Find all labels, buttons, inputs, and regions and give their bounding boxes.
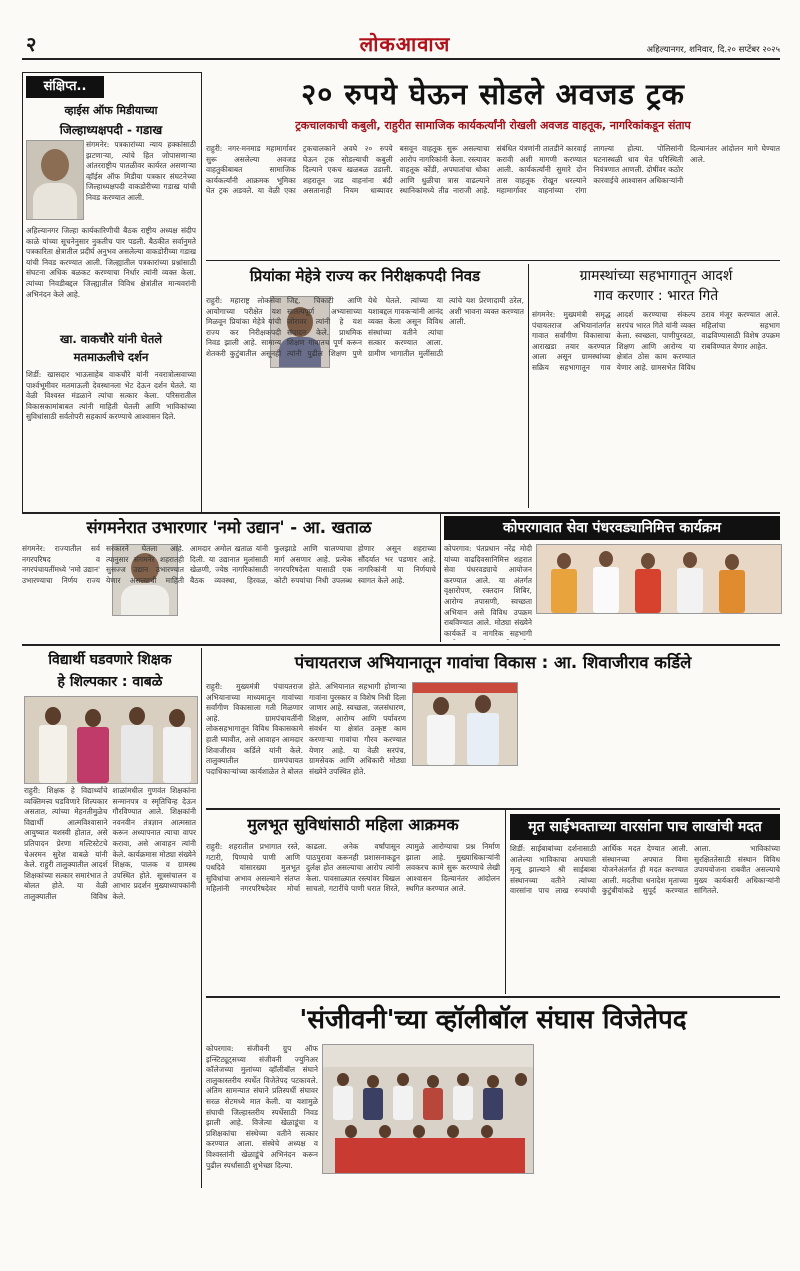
brief-1-headline-2: जिल्हाध्यक्षपदी - गडाख	[59, 123, 163, 137]
death-body: शिर्डी: साईबाबांच्या दर्शनासाठी आलेल्या भाविकाचा अपघाती मृत्यू झाल्याने श्री साईबाबा संस्थानच्या वतीने त्यांच्या वारसांना पाच लाख रुपयांची आर्थिक मदत देण्यात आली. संस्थानच्या अपघात विमा योजनेअंतर्गत ही मदत करण्यात आली. मदतीचा धनादेश मृताच्या कुटुंबीयांकडे सुपूर्द करण्यात आला. भाविकांच्या सुरक्षिततेसाठी संस्थान विविध उपाययोजना राबवीत असल्याचे मुख्य कार्यकारी अधिकाऱ्यांनी सांगितले.	[510, 844, 780, 896]
kopargaon-body-2	[536, 614, 780, 640]
kopargaon-body: कोपरगाव: पंतप्रधान नरेंद्र मोदी यांच्या वाढदिवसानिमित्त शहरात सेवा पंधरवड्याचे आयोजन करण्यात आले. या अंतर्गत वृक्षारोपण, रक्तदान शिबिर, आरोग्य तपासणी, स्वच्छता अभियान असे विविध उपक्रम राबविण्यात आले. मोठ्या संख्येने कार्यकर्ते व नागरिक सहभागी	[444, 544, 532, 638]
lead-headline: २० रुपये घेऊन सोडले अवजड ट्रक	[301, 77, 685, 111]
volleyball-body: कोपरगाव: संजीवनी ग्रुप ऑफ इन्स्टिट्यूट्सच्या संजीवनी ज्युनिअर कॉलेजच्या मुलांच्या व्हॉलीबॉल संघाने तालुकास्तरीय स्पर्धेत विजेतेपद पटकावले. अंतिम सामन्यात संघाने प्रतिस्पर्धी संघावर सरळ सेटमध्ये मात केली. या यशामुळे संघाची जिल्हास्तरीय स्पर्धेसाठी निवड झाली आहे. विजेत्या खेळाडूंचा व प्रशिक्षकांचा संस्थेच्या वतीने सत्कार करण्यात आला. संस्थेचे अध्यक्ष व विश्वस्तांनी खेळाडूंचे अभिनंदन करून पुढील स्पर्धांसाठी शुभेच्छा दिल्या.	[206, 1044, 318, 1170]
panchayat-photo	[412, 682, 518, 766]
teacher-photo	[24, 696, 198, 784]
priyanka-body: राहुरी: महाराष्ट्र लोकसेवा आयोगाच्या परीक्षेत यश मिळवून प्रियांका मेहेत्रे यांची राज्य कर निरीक्षकपदी निवड झाली आहे. सामान्य शेतकरी कुटुंबातील असूनही जिद्द, चिकाटी आणि सातत्यपूर्ण अभ्यासाच्या जोरावर त्यांनी हे यश संपादन केले. प्राथमिक शिक्षण गावातच पूर्ण करून त्यांनी पुढील शिक्षण पुणे येथे घेतले. त्यांच्या या यशाबद्दल गावकऱ्यांनी आनंद व्यक्त केला असून विविध संस्थांच्या वतीने त्यांचा सत्कार करण्यात आला. ग्रामीण भागातील मुलींसाठी त्यांचे यश प्रेरणादायी ठरेल, अशी भावना व्यक्त करण्यात आली.	[206, 296, 524, 358]
teacher-headline-1: विद्यार्थी घडवणारे शिक्षक	[48, 652, 172, 668]
rule-lead	[206, 260, 780, 261]
masthead-rule	[22, 58, 780, 60]
teacher-headline-2: हे शिल्पकार : वाबळे	[57, 674, 163, 690]
teacher-body: राहुरी: शिक्षक हे विद्यार्थ्यांचे व्यक्तिमत्त्व घडविणारे शिल्पकार असतात, त्यांच्या मेहनतीमुळेच विद्यार्थी आत्मविश्वासाने आयुष्यात यशस्वी होतात, असे प्रतिपादन प्रेरणा मल्टिस्टेटचे चेअरमन सुरेश वाबळे यांनी केले. राहुरी तालुक्यातील आदर्श शिक्षकांच्या सत्कार समारंभात ते बोलत होते. या वेळी तालुक्यातील विविध शाळांमधील गुणवंत शिक्षकांना सन्मानपत्र व स्मृतिचिन्ह देऊन गौरविण्यात आले. शिक्षकांनी नवनवीन तंत्रज्ञान आत्मसात करून अध्यापनात त्याचा वापर करावा, असे आवाहन त्यांनी केले. कार्यक्रमास मोठ्या संख्येने शिक्षक, पालक व ग्रामस्थ उपस्थित होते. सूत्रसंचालन व आभार प्रदर्शन मुख्याध्यापकांनी केले.	[24, 786, 196, 901]
brief-2-headline-1: खा. वाकचौरे यांनी घेतले	[59, 332, 163, 346]
gite-headline-2: गाव करणार : भारत गिते	[593, 288, 719, 304]
women-headline: मुलभूत सुविधांसाठी महिला आक्रमक	[247, 815, 459, 834]
brief-1-body-side: संगमनेर: पत्रकारांच्या न्याय हक्कांसाठी झटणाऱ्या, त्यांचे हित जोपासणाऱ्या आंतरराष्ट्रीय पातळीवर कार्यरत असणाऱ्या व्हॉईस ऑफ मिडीया पत्रकार संघटनेच्या जिल्हाध्यक्षपदी वाकडोरीच्या गडाख यांची निवड करण्यात आली.	[86, 140, 196, 202]
gite-body: संगमनेर: मुख्यमंत्री समृद्ध पंचायतराज अभियानांतर्गत गावात सर्वांगीण विकासाचा आराखडा तयार करण्यात आला असून ग्रामस्थांच्या सक्रिय सहभागातून गाव आदर्श करण्याचा संकल्प सरपंच भारत गिते यांनी व्यक्त केला. स्वच्छता, पाणीपुरवठा, शिक्षण आणि आरोग्य या क्षेत्रांत ठोस काम करण्यात येणार आहे. ग्रामसभेत विविध ठराव मंजूर करण्यात आले. महिलांचा सहभाग वाढविण्यासाठी विशेष उपक्रम राबविण्यात येणार आहेत.	[532, 310, 780, 372]
brief-1-body: अहिल्यानगर जिल्हा कार्यकारिणीची बैठक राष्ट्रीय अध्यक्ष संदीप काळे यांच्या सूचनेनुसार नुकतीच पार पडली. बैठकीत सर्वानुमते पत्रकारिता क्षेत्रातील प्रदीर्घ अनुभव असलेल्या वाकडोरीच्या गडाख यांची निवड करण्यात आली. जिल्ह्यातील पत्रकारांच्या प्रश्नांसाठी संघटना अधिक बळकट करण्याचा निर्धार त्यांनी व्यक्त केला. त्यांच्या निवडीबद्दल जिल्ह्यातील विविध क्षेत्रांतील मान्यवरांनी अभिनंदन केले आहे.	[26, 226, 196, 299]
masthead-logo: लोकआवाज	[359, 32, 451, 56]
priyanka-headline: प्रियांका मेहेत्रे राज्य कर निरीक्षकपदी निवड	[249, 267, 481, 285]
gadakh-photo	[26, 140, 84, 220]
dateline: अहिल्यानगर, शनिवार, दि.२० सप्टेंबर २०२५	[646, 45, 780, 55]
panchayat-headline: पंचायतराज अभियानातून गावांचा विकास : आ. शिवाजीराव कर्डिले	[294, 653, 692, 672]
page-number: २	[26, 32, 37, 56]
lead-body: राहुरी: नगर-मनमाड महामार्गावर सुरू असलेल्या अवजड वाहतुकीबाबत सामाजिक कार्यकर्त्यांनी आक्रमक भूमिका घेत ट्रक अडवले. या वेळी एका ट्रकचालकाने अवघे २० रुपये घेऊन ट्रक सोडल्याची कबुली दिल्याने एकच खळबळ उडाली. शहरातून जड वाहनांना बंदी असतानाही नियम धाब्यावर बसवून वाहतूक सुरू असल्याचा आरोप नागरिकांनी केला. रस्त्यावर वाहतूक कोंडी, अपघातांचा धोका आणि धुळीचा त्रास वाढल्याने स्थानिकांमध्ये तीव्र नाराजी आहे. संबंधित यंत्रणांनी तातडीने कारवाई करावी अशी मागणी करण्यात आली. कार्यकर्त्यांनी सुमारे दोन तास वाहतूक रोखून धरल्याने महामार्गावर वाहनांच्या रांगा लागल्या होत्या. पोलिसांनी घटनास्थळी धाव घेत परिस्थिती नियंत्रणात आणली. दोषींवर कठोर कारवाईचे आश्वासन अधिकाऱ्यांनी दिल्यानंतर आंदोलन मागे घेण्यात आले.	[206, 144, 780, 196]
volleyball-headline: 'संजीवनी'च्या व्हॉलीबॉल संघास विजेतेपद	[299, 1005, 687, 1035]
rule-mid-1	[22, 512, 780, 514]
death-headline: मृत साईभक्ताच्या वारसांना पाच लाखांची मदत	[510, 814, 780, 840]
panchayat-body: राहुरी: मुख्यमंत्री पंचायतराज अभियानाच्या माध्यमातून गावांच्या सर्वांगीण विकासाला गती मिळणार आहे. ग्रामपंचायतींनी लोकसहभागातून विविध विकासकामे हाती घ्यावीत, असे आवाहन आमदार शिवाजीराव कर्डिले यांनी केले. तालुक्यातील ग्रामपंचायत पदाधिकाऱ्यांच्या कार्यशाळेत ते बोलत होते. अभियानात सहभागी होणाऱ्या गावांना पुरस्कार व विशेष निधी दिला जाणार आहे. स्वच्छता, जलसंधारण, शिक्षण, आरोग्य आणि पर्यावरण संवर्धन या क्षेत्रांत उत्कृष्ट काम करणाऱ्या गावांचा गौरव करण्यात येणार आहे. या वेळी सरपंच, ग्रामसेवक आणि अधिकारी मोठ्या संख्येने उपस्थित होते.	[206, 682, 406, 776]
brief-section-title: संक्षिप्त..	[26, 76, 104, 98]
volleyball-body-2	[322, 1176, 532, 1264]
brief-2-body: शिर्डी: खासदार भाऊसाहेब वाकचौरे यांनी नवरात्रोत्सवाच्या पार्श्वभूमीवर मतमाऊली देवस्थानला भेट देऊन दर्शन घेतले. या वेळी विश्वस्त मंडळाने त्यांचा सत्कार केला. परिसरातील विकासकामांबाबत त्यांनी माहिती घेतली आणि भाविकांच्या सुविधांसाठी सर्वतोपरी सहकार्य करण्याचे आश्वासन दिले.	[26, 370, 196, 422]
namo-body: संगमनेर: राज्यातील सर्व नगरपरिषद व नगरपंचायतींमध्ये 'नमो उद्यान' उभारण्याचा निर्णय राज्य सरकारने घेतला आहे. त्यानुसार संगमनेर शहरातही सुसज्ज उद्यान उभारण्यात येणार असल्याची माहिती आमदार अमोल खताळ यांनी दिली. या उद्यानात मुलांसाठी खेळणी, ज्येष्ठ नागरिकांसाठी बैठक व्यवस्था, हिरवळ, फुलझाडे आणि चालण्याचा मार्ग असणार आहे. प्रत्येक नगरपरिषदेला यासाठी एक कोटी रुपयांचा निधी उपलब्ध होणार असून शहराच्या सौंदर्यात भर पडणार आहे. नागरिकांनी या निर्णयाचे स्वागत केले आहे.	[22, 544, 436, 585]
rule-mid-3	[206, 808, 780, 810]
lead-subhead: ट्रकचालकाची कबुली, राहुरीत सामाजिक कार्यकर्त्यांनी रोखली अवजड वाहतूक, नागरिकांकडून संताप	[295, 119, 691, 132]
brief-2-headline-2: मतमाऊलीचे दर्शन	[73, 350, 149, 364]
kopargaon-photo	[536, 544, 782, 614]
kopargaon-headline: कोपरगावात सेवा पंधरवड्यानिमित्त कार्यक्रम	[444, 516, 780, 540]
rule-mid-2	[22, 644, 780, 646]
rule-teacher	[201, 648, 202, 1188]
volleyball-body-3	[536, 1044, 780, 1264]
rule-priyanka	[528, 264, 529, 508]
rule-mid-4	[206, 996, 780, 998]
brief-1-headline-1: व्हाईस ऑफ मिडीयाच्या	[64, 104, 158, 117]
rule-women	[505, 810, 506, 994]
volleyball-photo	[322, 1044, 534, 1174]
panchayat-body-2	[520, 682, 780, 804]
rule-namo	[440, 512, 441, 642]
women-body: राहुरी: शहरातील प्रभागात रस्ते, गटारी, पिण्याचे पाणी आणि पथदिवे यांसारख्या मुलभूत सुविधांचा अभाव असल्याने संतप्त महिलांनी नगरपरिषदेवर मोर्चा काढला. अनेक वर्षांपासून पाठपुरावा करूनही प्रशासनाकडून दुर्लक्ष होत असल्याचा आरोप त्यांनी केला. पावसाळ्यात रस्त्यांवर चिखल साचतो, गटारींचे पाणी घरात शिरते, त्यामुळे आरोग्याचा प्रश्न निर्माण झाला आहे. मुख्याधिकाऱ्यांनी लवकरच कामे सुरू करण्याचे लेखी आश्वासन दिल्यानंतर आंदोलन स्थगित करण्यात आले.	[206, 842, 500, 894]
namo-headline: संगमनेरात उभारणार 'नमो उद्यान' - आ. खताळ	[86, 518, 372, 537]
gite-headline-1: ग्रामस्थांच्या सहभागातून आदर्श	[579, 268, 733, 284]
